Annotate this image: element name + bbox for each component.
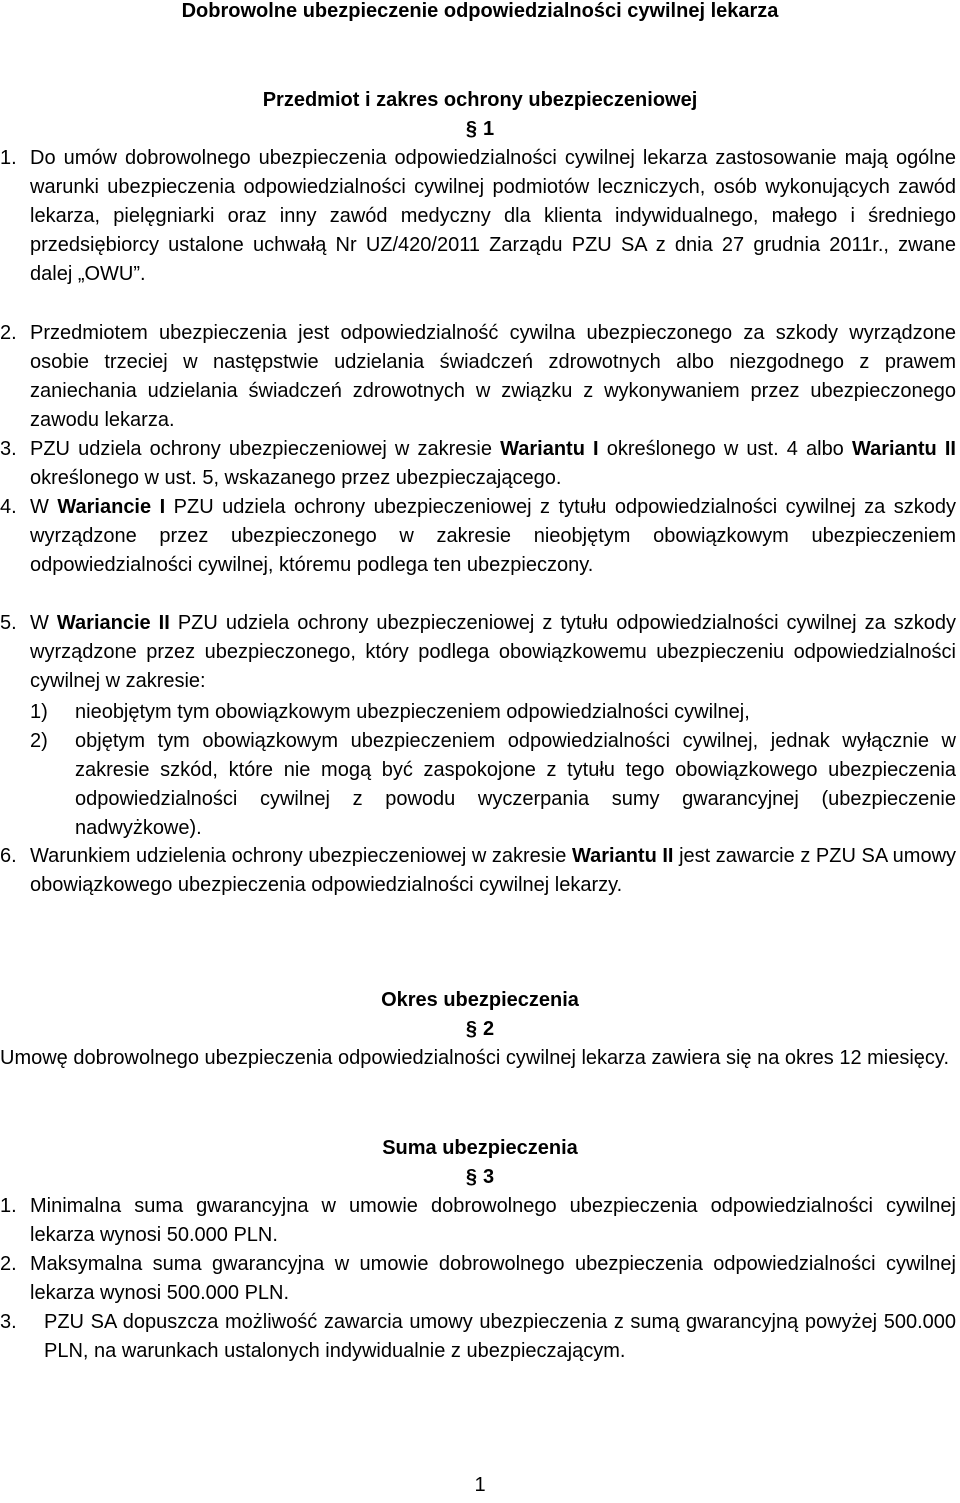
item-text: Do umów dobrowolnego ubezpieczenia odpowiedzialności cywilnej lekarza zastosowanie mają ogólne warunki ubezpieczenia odpowiedzialności cywilnej podmiotów leczniczych, osób wykonujących zawód lekarza, pielęgniarki oraz inny zawód medyczny dla klienta indywidualnego, małego i średniego przedsiębiorcy ustalone uchwałą Nr UZ/420/2011 Zarządu PZU SA z dnia 27 grudnia 2011r., zwane dalej „OWU”.	[30, 147, 956, 285]
text-run: W	[30, 612, 57, 634]
item-text	[30, 493, 956, 580]
text-run: Warunkiem udzielenia ochrony ubezpieczeniowej w zakresie	[30, 845, 572, 867]
paragraph-number: 2	[483, 1018, 495, 1040]
text-run: określonego w ust. 5, wskazanego przez ubezpieczającego.	[30, 467, 562, 489]
list-item	[0, 435, 956, 493]
subitem-number: 1)	[30, 701, 48, 723]
variant-label: Wariantu II	[851, 438, 956, 460]
item-text: Minimalna suma gwarancyjna w umowie dobrowolnego ubezpieczenia odpowiedzialności cywilnej lekarza wynosi 50.000 PLN.	[30, 1195, 956, 1246]
variant-label: Wariancie I	[57, 496, 166, 518]
item-number: 3.	[0, 438, 17, 460]
variant-label: Wariantu I	[500, 438, 599, 460]
item-text: Przedmiotem ubezpieczenia jest odpowiedzialność cywilna ubezpieczonego za szkody wyrządzone osobie trzeciej w następstwie udzielania świadczeń zdrowotnych albo niezgodnego z prawem zaniechania udzielania świadczeń zdrowotnych w związku z wykonywaniem przez ubezpieczonego zawodu lekarza.	[30, 322, 956, 431]
page-number: 1	[474, 1474, 486, 1496]
item-text: Maksymalna suma gwarancyjna w umowie dobrowolnego ubezpieczenia odpowiedzialności cywilnej lekarza wynosi 500.000 PLN.	[30, 1253, 956, 1304]
paragraph-marker-2	[0, 1015, 960, 1044]
text-run: W	[30, 496, 58, 518]
list-item	[0, 1192, 956, 1250]
list-item	[0, 493, 956, 580]
text-run: PZU udziela ochrony ubezpieczeniowej w zakresie	[30, 438, 501, 460]
list-item	[0, 1250, 956, 1308]
text-run: jest zawarcie z PZU SA umowy obowiązkowego ubezpieczenia odpowiedzialności cywilnej lekarzy.	[30, 845, 957, 896]
item-number: 4.	[0, 496, 17, 518]
subitem-text: nieobjętym tym obowiązkowym ubezpieczeniem odpowiedzialności cywilnej,	[75, 701, 750, 723]
text-run: określonego w ust. 4 albo	[598, 438, 852, 460]
list-item	[0, 144, 956, 289]
section-heading-scope: Przedmiot i zakres ochrony ubezpieczeniowej	[262, 89, 698, 111]
list-item	[0, 319, 956, 435]
item-number: 5.	[0, 612, 17, 634]
section-heading-period: Okres ubezpieczenia	[381, 989, 579, 1011]
sub-list-item	[30, 727, 956, 843]
item-number: 6.	[0, 845, 17, 867]
item-text	[30, 609, 956, 696]
list-item	[0, 842, 956, 900]
paragraph-number: 1	[483, 118, 495, 140]
item-text	[30, 435, 956, 493]
list-item	[0, 609, 956, 696]
item-number: 1.	[0, 1195, 17, 1217]
sub-list-item	[30, 698, 956, 727]
item-number: 3.	[0, 1311, 17, 1333]
paragraph-number: 3	[483, 1166, 495, 1188]
subitem-number: 2)	[30, 730, 48, 752]
paragraph-sign: §	[465, 1018, 477, 1040]
variant-label: Wariantu II	[571, 845, 674, 867]
subitem-text: objętym tym obowiązkowym ubezpieczeniem odpowiedzialności cywilnej, jednak wyłącznie w zakresie szkód, które nie mogą być zaspokojone z tytułu tego obowiązkowego ubezpieczenia odpowiedzialności cywilnej z powodu wyczerpania sumy gwarancyjnej (ubezpieczenie nadwyżkowe).	[75, 730, 956, 839]
item-text	[30, 842, 956, 900]
paragraph-sign: §	[465, 118, 477, 140]
item-text: PZU SA dopuszcza możliwość zawarcia umowy ubezpieczenia z sumą gwarancyjną powyżej 500.000 PLN, na warunkach ustalonych indywidualnie z ubezpieczającym.	[44, 1311, 956, 1362]
section-heading-sum: Suma ubezpieczenia	[382, 1137, 578, 1159]
variant-label: Wariancie II	[56, 612, 170, 634]
paragraph-sign: §	[465, 1166, 477, 1188]
item-number: 1.	[0, 147, 17, 169]
text-run: PZU udziela ochrony ubezpieczeniowej z tytułu odpowiedzialności cywilnej za szkody wyrządzone przez ubezpieczonego, który podlega obowiązkowemu ubezpieczeniu odpowiedzialności cywilnej w zakresie:	[30, 612, 956, 692]
paragraph-marker-3	[0, 1163, 960, 1192]
document-title: Dobrowolne ubezpieczenie odpowiedzialności cywilnej lekarza	[181, 0, 779, 22]
period-text: Umowę dobrowolnego ubezpieczenia odpowiedzialności cywilnej lekarza zawiera się na okres 12 miesięcy.	[0, 1047, 950, 1069]
text-run: PZU udziela ochrony ubezpieczeniowej z tytułu odpowiedzialności cywilnej za szkody wyrządzone przez ubezpieczonego w zakresie nieobjętym obowiązkowym ubezpieczeniem odpowiedzialności cywilnej, któremu podlega ten ubezpieczony.	[30, 496, 957, 576]
paragraph-marker-1	[0, 115, 960, 144]
item-number: 2.	[0, 1253, 17, 1275]
item-number: 2.	[0, 322, 17, 344]
list-item	[0, 1308, 956, 1366]
